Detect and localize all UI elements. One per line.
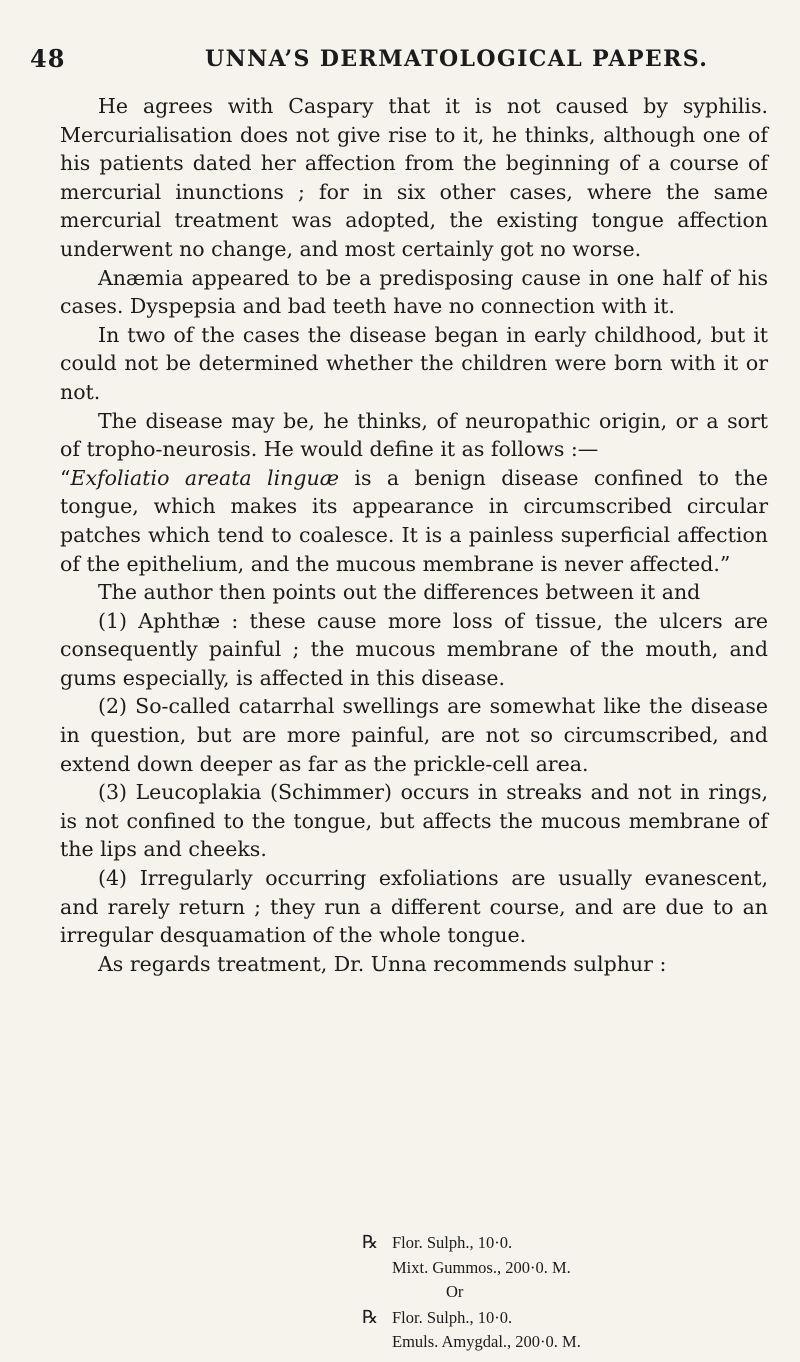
page-header	[0, 44, 800, 80]
prescription-or: Or	[446, 1282, 464, 1301]
paragraph: As regards treatment, Dr. Unna recommends sulphur :	[98, 951, 667, 976]
list-item: (1) Aphthæ : these cause more loss of tissue, the ulcers are consequently painful ; the mucous membrane of the mouth, and gums especially, is affected in this disease.	[60, 608, 768, 690]
body-text	[60, 92, 768, 978]
prescription-line: ℞ Flor. Sulph., 10·0.	[362, 1230, 581, 1256]
page-number: 48	[30, 44, 66, 73]
running-title: UNNA’S DERMATOLOGICAL PAPERS.	[205, 46, 709, 72]
paragraph: In two of the cases the disease began in early childhood, but it could not be determined whether the children were born with it or not.	[60, 322, 768, 404]
definition-text: is a benign disease confined to the tongue, which makes its appearance in circumscribed circular patches which tend to coalesce. It is a painless superficial affection of the epithelium, and the mucous membrane is never affected.”	[60, 465, 768, 576]
list-item: (2) So-called catarrhal swellings are somewhat like the disease in question, but are more painful, are not so circumscribed, and extend down deeper as far as the prickle-cell area.	[60, 694, 768, 776]
list-item: (3) Leucoplakia (Schimmer) occurs in streaks and not in rings, is not confined to the tongue, but affects the mucous membrane of the lips and cheeks.	[60, 780, 768, 862]
prescription	[362, 1230, 581, 1355]
recipe-symbol: ℞	[362, 1232, 379, 1252]
paragraph: The author then points out the differences between it and	[98, 580, 701, 605]
prescription-line: ℞ Flor. Sulph., 10·0.	[362, 1305, 581, 1331]
paragraph: He agrees with Caspary that it is not caused by syphilis. Mercurialisation does not give rise to it, he thinks, although one of his patients dated her affection from the beginning of a course of mercurial inunctions ; for in six other cases, where the same mercurial treatment was adopted, the existing tongue affection underwent no change, and most certainly got no worse.	[60, 94, 768, 261]
paragraph: Anæmia appeared to be a predisposing cause in one half of his cases. Dyspepsia and bad teeth have no connection with it.	[60, 265, 768, 319]
prescription-line: Mixt. Gummos., 200·0. M.	[392, 1257, 571, 1277]
paragraph: The disease may be, he thinks, of neuropathic origin, or a sort of tropho-neurosis. He would define it as follows :—	[60, 408, 768, 462]
definition-quote	[60, 464, 768, 578]
list-item: (4) Irregularly occurring exfoliations are usually evanescent, and rarely return ; they run a different course, and are due to an irregular desquamation of the whole tongue.	[60, 866, 768, 948]
prescription-line: Emuls. Amygdal., 200·0. M.	[392, 1332, 581, 1351]
open-quote: “	[60, 465, 71, 490]
recipe-symbol: ℞	[362, 1306, 379, 1327]
disease-term: Exfoliatio areata linguæ	[70, 465, 339, 490]
